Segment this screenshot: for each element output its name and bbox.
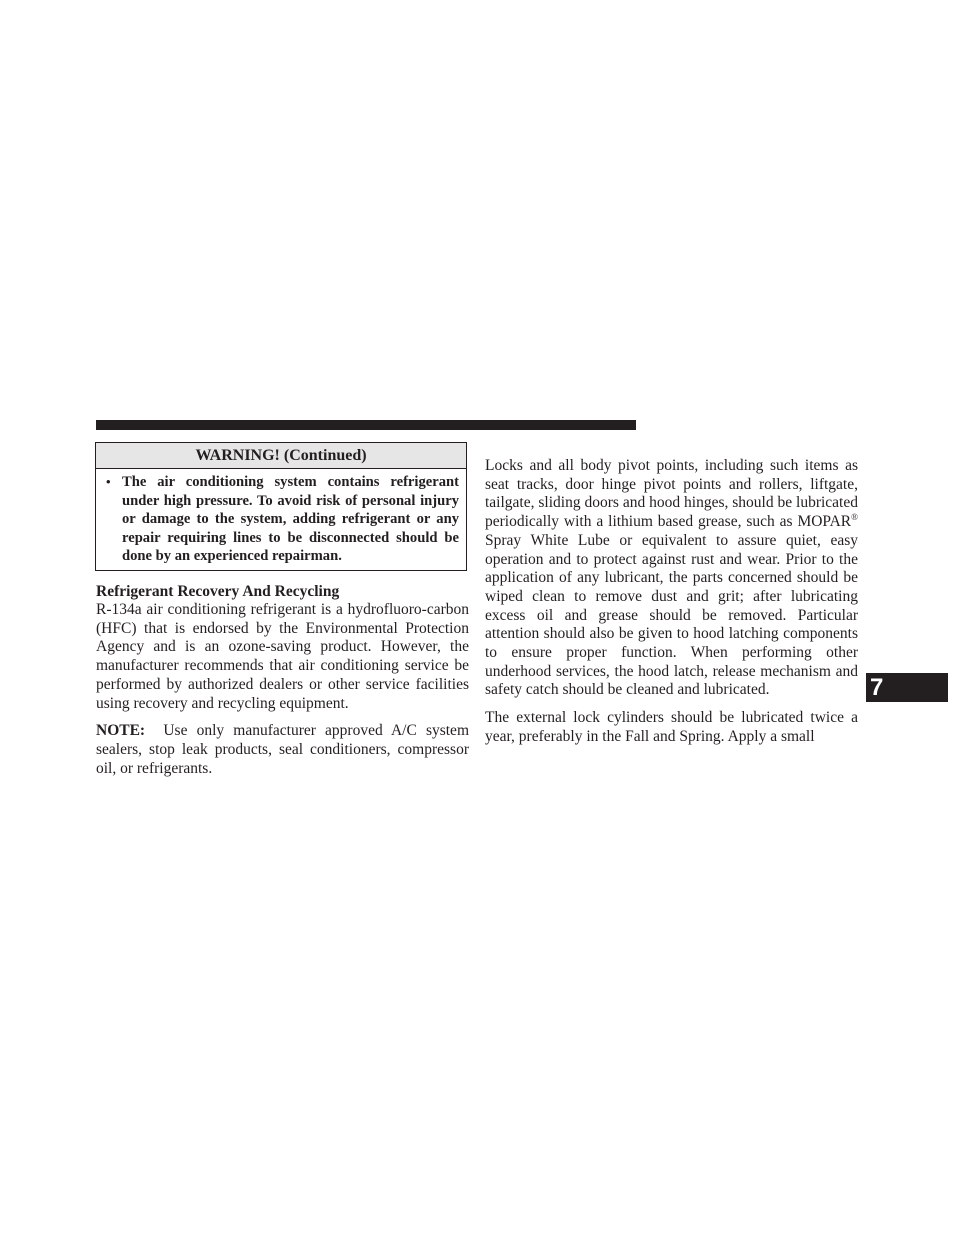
registered-mark: ® [851, 511, 858, 522]
lock-cylinder-paragraph: The external lock cylinders should be lubricated twice a year, preferably in the Fall and Spring. Apply a small [485, 709, 858, 745]
note-text: Use only manufacturer approved A/C system sealers, stop leak products, seal conditioners, compressor oil, or refrigerants. [96, 722, 469, 777]
chapter-tab: 7 [866, 673, 948, 702]
warning-title: WARNING! (Continued) [96, 443, 466, 469]
bullet-icon: • [106, 474, 111, 489]
right-column [485, 457, 858, 747]
warning-box [95, 442, 467, 571]
left-column [96, 582, 469, 778]
top-rule [96, 420, 636, 430]
refrigerant-paragraph: R-134a air conditioning refrigerant is a hydrofluoro-carbon (HFC) that is endorsed by the Environmental Protection Agency and is an ozone-saving product. However, the manufacturer recommends that air conditioning service be performed by authorized dealers or other service facilities using recovery and recycling equipment. [96, 601, 469, 712]
lubrication-text-b: Spray White Lube or equivalent to assure quiet, easy operation and to protect against rust and wear. Prior to the application of any lubricant, the parts concerned should be wiped clean to remove dust and grit; after lubricating excess oil and grease should be removed. Particular attention should also be given to hood latching components to ensure proper function. When performing other underhood services, the hood latch, release mechanism and safety catch should be cleaned and lubricated. [485, 531, 858, 699]
note-label: NOTE: [96, 722, 146, 740]
section-heading: Refrigerant Recovery And Recycling [96, 583, 340, 600]
note-paragraph [96, 722, 469, 778]
lubrication-paragraph [485, 457, 858, 700]
warning-text: The air conditioning system contains refrigerant under high pressure. To avoid risk of personal injury or damage to the system, adding refrigerant or any repair requiring lines to be disconnected should be done by an experienced repairman. [122, 474, 459, 565]
warning-text-block [96, 469, 466, 566]
lubrication-text-a: Locks and all body pivot points, including such items as seat tracks, door hinge pivot points and rollers, liftgate, tailgate, sliding doors and hood hinges, should be lubricated periodically with a lithium based grease, such as MOPAR [485, 457, 858, 531]
